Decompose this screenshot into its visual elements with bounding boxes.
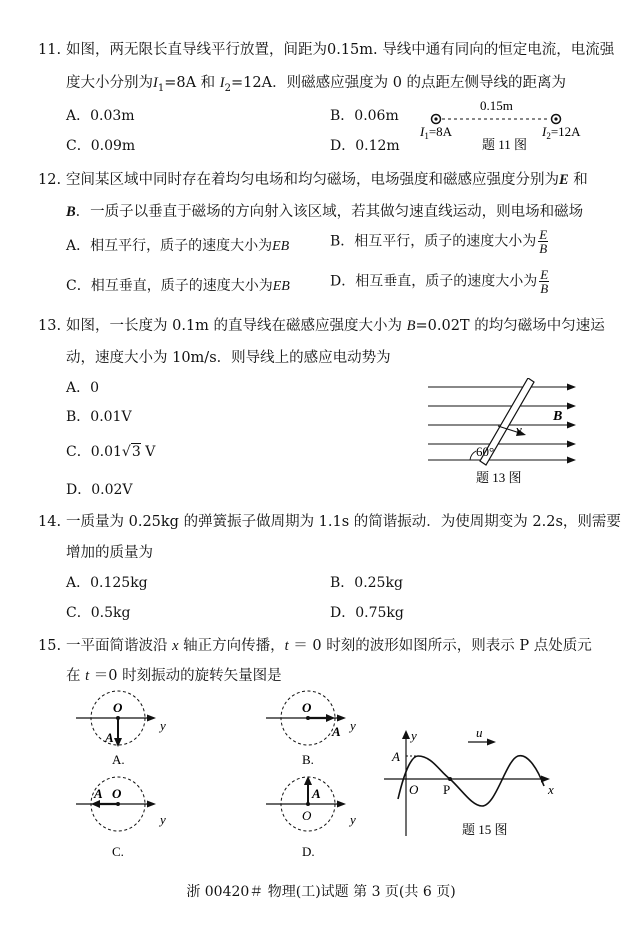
- svg-text:I1=8A: $I_1=8A$: [420, 124, 453, 141]
- q12-option-a: A．相互平行，质子的速度大小为EB: [66, 238, 290, 254]
- q12-stem-line2: B．一质子以垂直于磁场的方向射入该区域，若其做匀速直线运动，则电场和磁场: [66, 204, 584, 220]
- q11-stem-line2: 度大小分别为$I_1=8A$ 和 $I_2=12A$．则磁感应强度为 0 的点距左侧导线的距离为: [66, 75, 567, 94]
- svg-text:题 15 图: 题 15 图: [462, 822, 508, 837]
- q14-option-a: A．0.125kg: [66, 575, 148, 591]
- q11-option-d: D．0.12m: [330, 138, 400, 154]
- q12-option-c: C．相互垂直，质子的速度大小为EB: [66, 278, 290, 294]
- q13-stem-line1: 如图，一长度为 0.1m 的直导线在磁感应强度大小为 B=0.02T 的均匀磁场中匀速运: [66, 318, 605, 334]
- svg-text:y: y: [350, 812, 356, 827]
- angle-label: 60°: [476, 444, 495, 459]
- q11-option-c: C．0.09m: [66, 138, 136, 154]
- q14-stem-line2: 增加的质量为: [66, 545, 153, 561]
- svg-text:y: y: [160, 812, 166, 827]
- svg-text:A: A: [332, 724, 341, 739]
- page-footer: 浙 00420＃ 物理(工)试题 第 3 页(共 6 页): [186, 884, 456, 900]
- svg-text:A: A: [312, 786, 321, 801]
- q11-option-a: A．0.03m: [66, 108, 135, 124]
- q11-number: 11.: [38, 42, 62, 58]
- q12-option-b: B．相互平行，质子的速度大小为 $\frac{E}{B}$: [330, 227, 548, 256]
- svg-text:A: A: [105, 730, 114, 745]
- svg-text:A: A: [94, 786, 103, 801]
- q12-number: 12.: [38, 172, 62, 188]
- svg-text:D.: D.: [302, 844, 315, 859]
- svg-text:y: y: [350, 718, 356, 733]
- svg-text:O: O: [409, 782, 419, 797]
- q14-number: 14.: [38, 514, 62, 530]
- wave-figure: [378, 724, 568, 844]
- distance-label: 0.15m: [480, 98, 513, 113]
- q12-stem-line1: 空间某区域中同时存在着均匀电场和均匀磁场，电场强度和磁感应强度分别为E 和: [66, 172, 588, 188]
- svg-text:B.: B.: [302, 752, 314, 767]
- q15-number: 15.: [38, 638, 62, 654]
- q13-caption: 题 13 图: [476, 470, 522, 485]
- q11-figure: [412, 96, 608, 154]
- q14-option-c: C．0.5kg: [66, 605, 131, 621]
- svg-text:y: y: [411, 728, 417, 743]
- q14-option-d: D．0.75kg: [330, 605, 404, 621]
- q11-caption: 题 11 图: [482, 137, 528, 152]
- svg-text:O: O: [113, 700, 123, 715]
- q13-figure: [426, 378, 586, 488]
- phasor-diagram-d: [262, 772, 372, 864]
- q11-stem-line1: 如图，两无限长直导线平行放置，间距为0.15m. 导线中通有同向的恒定电流，电流强: [66, 42, 615, 58]
- q13-option-a: A．0: [66, 380, 100, 396]
- q13-stem-line2: 动，速度大小为 10m/s．则导线上的感应电动势为: [66, 350, 391, 366]
- magnetic-field-label: B: [553, 409, 563, 424]
- svg-text:u: u: [476, 725, 483, 740]
- svg-text:A: A: [392, 749, 400, 764]
- svg-text:x: x: [548, 782, 554, 797]
- phasor-diagram-b: [262, 688, 372, 768]
- q14-stem-line1: 一质量为 0.25kg 的弹簧振子做周期为 1.1s 的简谐振动．为使周期变为 2.2s，则需要: [66, 514, 621, 530]
- phasor-diagram-c: [72, 772, 182, 864]
- q13-option-b: B．0.01V: [66, 409, 132, 425]
- q15-stem-line2: 在 t ＝0 时刻振动的旋转矢量图是: [66, 668, 282, 684]
- svg-text:A.: A.: [112, 752, 125, 767]
- svg-text:I2=12A: $I_2=12A$: [542, 124, 581, 141]
- svg-text:P: P: [443, 782, 451, 797]
- phasor-diagram-a: [72, 688, 182, 768]
- svg-text:O: O: [302, 808, 312, 823]
- q13-option-c: C．0.01√3 V: [66, 444, 156, 460]
- svg-text:O: O: [112, 786, 122, 801]
- svg-text:O: O: [302, 700, 312, 715]
- q13-option-d: D．0.02V: [66, 482, 133, 498]
- q14-option-b: B．0.25kg: [330, 575, 403, 591]
- q13-number: 13.: [38, 318, 62, 334]
- q11-option-b: B．0.06m: [330, 108, 399, 124]
- velocity-label: v: [516, 422, 522, 437]
- q12-option-d: D．相互垂直，质子的速度大小为 $\frac{E}{B}$: [330, 267, 549, 296]
- q15-stem-line1: 一平面简谐波沿 x 轴正方向传播，t ＝ 0 时刻的波形如图所示，则表示 P 点处质元: [66, 638, 592, 654]
- svg-text:C.: C.: [112, 844, 124, 859]
- svg-text:y: y: [160, 718, 166, 733]
